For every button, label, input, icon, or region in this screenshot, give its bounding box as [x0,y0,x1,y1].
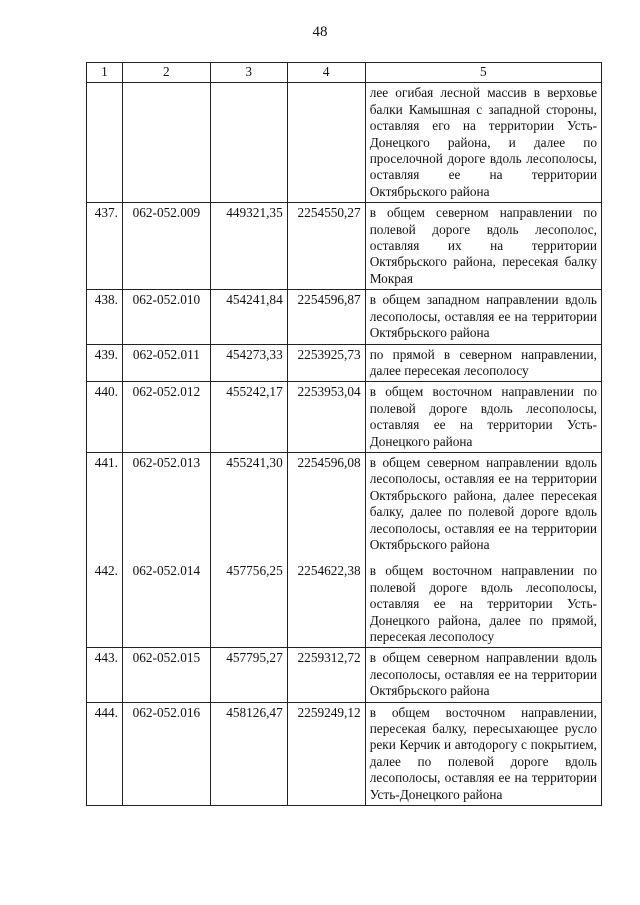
continuation-row [87,83,602,203]
row-number: 443. [87,648,123,702]
boundary-description: в общем восточном направлении, пересекая балку, пересыхающее русло реки Керчик и автодорогу с покрытием, далее по полевой дороге вдоль лесополосы, оставляя ее на территории Усть-Донецкого района [365,702,601,805]
table-cell [122,83,210,203]
table-cell [287,83,365,203]
table-cell [210,83,287,203]
table-cell [87,83,123,203]
coordinate-y: 2253953,04 [287,382,365,453]
coordinate-x: 455242,17 [210,382,287,453]
boundary-description: по прямой в северном направлении, далее пересекая лесополосу [365,344,601,382]
table-row [87,203,602,290]
coordinate-x: 457756,25 [210,555,287,648]
table-row [87,290,602,344]
point-code: 062-052.016 [122,702,210,805]
coordinate-x: 454273,33 [210,344,287,382]
table-header-row [87,63,602,83]
coordinate-y: 2254596,87 [287,290,365,344]
boundary-points-table [86,62,602,806]
boundary-description: в общем северном направлении вдоль лесополосы, оставляя ее на территории Октябрьского района, далее пересекая балку, далее по полевой дороге вдоль лесополосы, оставляя ее на территории Октябрьского района [365,452,601,555]
coordinate-y: 2254596,08 [287,452,365,555]
coordinate-x: 449321,35 [210,203,287,290]
row-number: 437. [87,203,123,290]
table-row [87,452,602,555]
continuation-description: лее огибая лесной массив в верховье балки Камышная с западной стороны, оставляя его на территории Усть-Донецкого района, и далее по проселочной дороге вдоль лесополосы, оставляя ее на территории Октябрьского района [365,83,601,203]
point-code: 062-052.013 [122,452,210,555]
boundary-description: в общем северном направлении по полевой дороге вдоль лесополос, оставляя их на территории Октябрьского района, пересекая балку Мокрая [365,203,601,290]
row-number: 438. [87,290,123,344]
table-row [87,555,602,648]
coordinate-y: 2254622,38 [287,555,365,648]
row-number: 441. [87,452,123,555]
coordinate-y: 2254550,27 [287,203,365,290]
point-code: 062-052.011 [122,344,210,382]
point-code: 062-052.012 [122,382,210,453]
table-row [87,648,602,702]
row-number: 444. [87,702,123,805]
boundary-description: в общем северном направлении вдоль лесополосы, оставляя ее на территории Октябрьского района [365,648,601,702]
column-header: 1 [87,63,123,83]
row-number: 440. [87,382,123,453]
coordinate-y: 2253925,73 [287,344,365,382]
point-code: 062-052.010 [122,290,210,344]
column-header: 3 [210,63,287,83]
table-row [87,702,602,805]
point-code: 062-052.014 [122,555,210,648]
table-row [87,382,602,453]
column-header: 4 [287,63,365,83]
column-header: 2 [122,63,210,83]
coordinate-x: 455241,30 [210,452,287,555]
point-code: 062-052.009 [122,203,210,290]
coordinate-x: 458126,47 [210,702,287,805]
boundary-description: в общем западном направлении вдоль лесополосы, оставляя ее на территории Октябрьского района [365,290,601,344]
coordinate-y: 2259312,72 [287,648,365,702]
coordinate-x: 457795,27 [210,648,287,702]
coordinate-x: 454241,84 [210,290,287,344]
boundary-description: в общем восточном направлении по полевой дороге вдоль лесополосы, оставляя ее на территории Усть-Донецкого района, далее по прямой, пересекая лесополосу [365,555,601,648]
coordinate-y: 2259249,12 [287,702,365,805]
row-number: 439. [87,344,123,382]
row-number: 442. [87,555,123,648]
boundary-description: в общем восточном направлении по полевой дороге вдоль лесополосы, оставляя ее на территории Усть-Донецкого района [365,382,601,453]
table-row [87,344,602,382]
point-code: 062-052.015 [122,648,210,702]
column-header: 5 [365,63,601,83]
page-number: 48 [312,24,328,40]
